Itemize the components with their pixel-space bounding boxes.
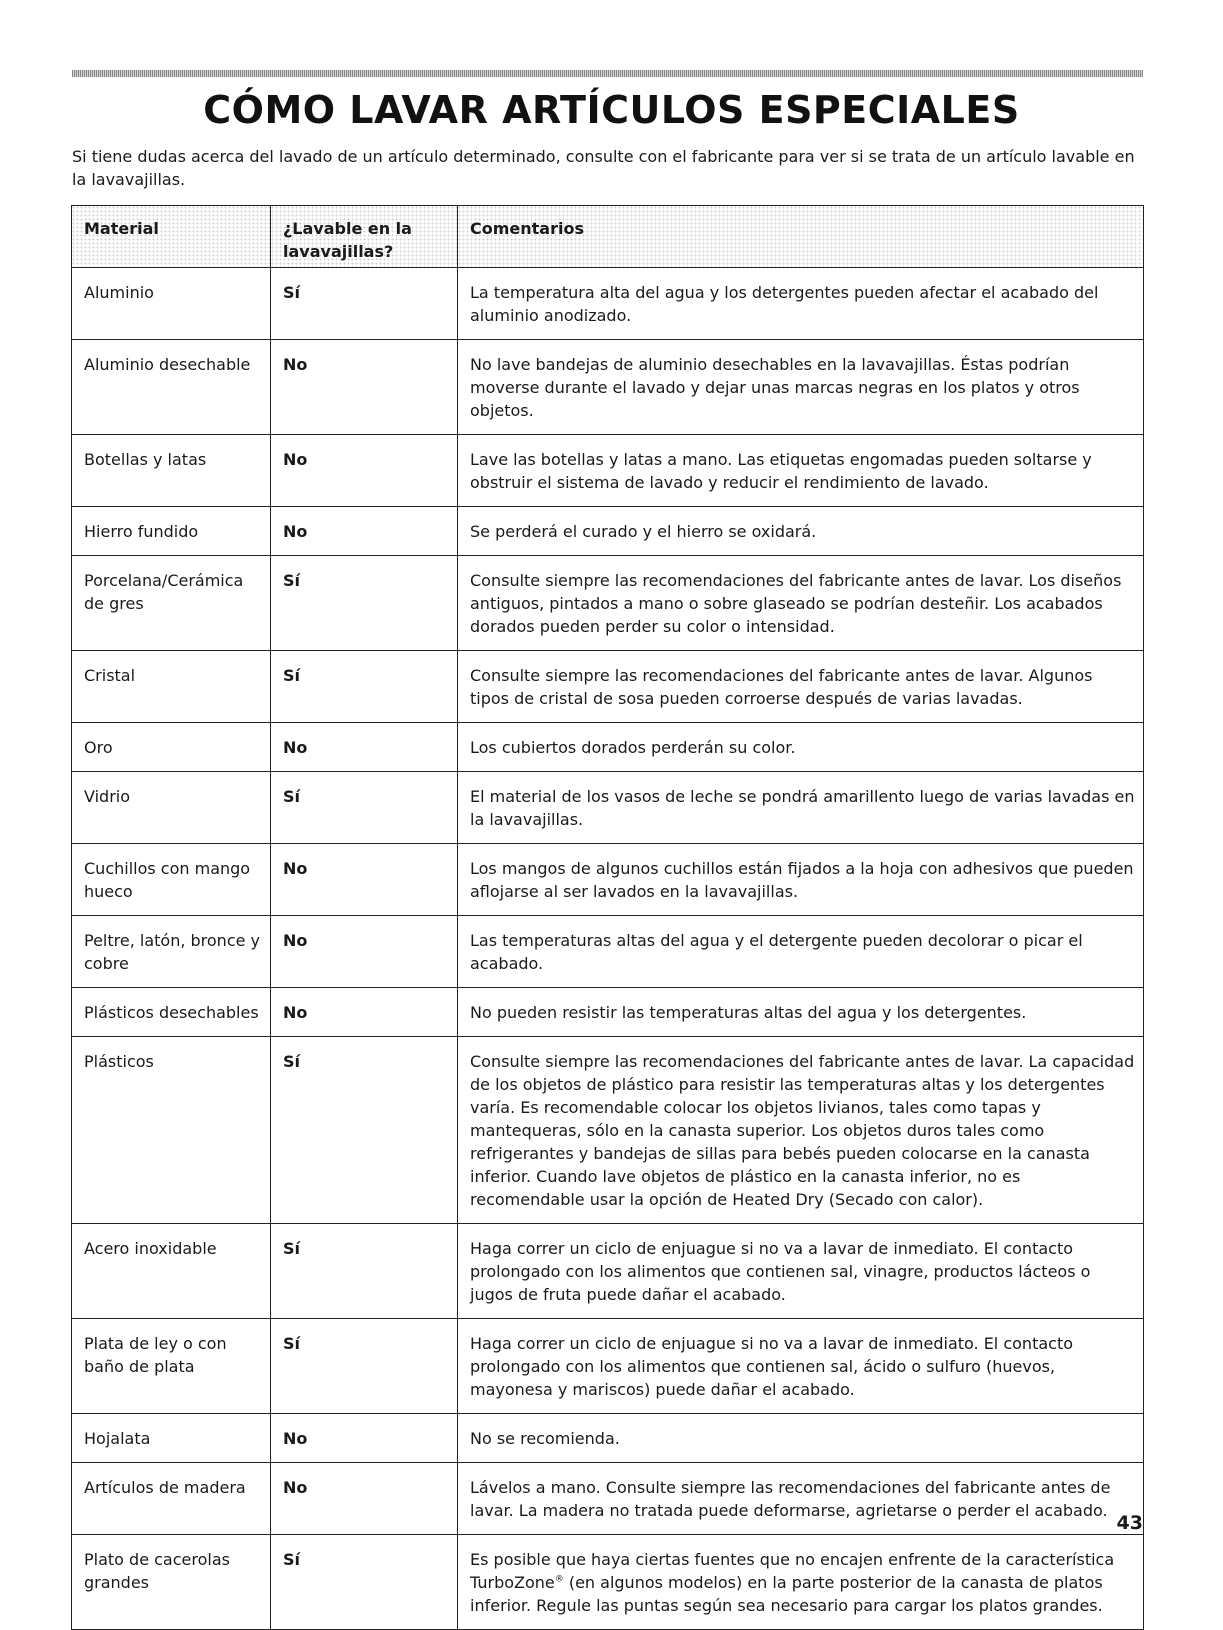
comment-cell: Los mangos de algunos cuchillos están fijados a la hoja con adhesivos que pueden aflojarse al ser lavados en la lavavajillas. — [458, 844, 1144, 916]
material-cell: Oro — [72, 723, 271, 772]
material-cell: Plato de cacerolas grandes — [72, 1535, 271, 1630]
top-rule — [72, 70, 1143, 77]
table-row — [72, 1414, 1144, 1463]
comment-cell: Haga correr un ciclo de enjuague si no va a lavar de inmediato. El contacto prolongado con los alimentos que contienen sal, vinagre, productos lácteos o jugos de fruta puede dañar el acabado. — [458, 1224, 1144, 1319]
material-cell: Hierro fundido — [72, 507, 271, 556]
material-cell: Acero inoxidable — [72, 1224, 271, 1319]
registered-mark: ® — [554, 1574, 564, 1585]
comment-cell: No se recomienda. — [458, 1414, 1144, 1463]
comment-text: Es posible que haya ciertas fuentes que no encajen enfrente de la característica TurboZone — [470, 1550, 1115, 1592]
material-cell: Botellas y latas — [72, 435, 271, 507]
material-cell: Aluminio desechable — [72, 340, 271, 435]
washable-cell: No — [271, 1414, 458, 1463]
table-row — [72, 556, 1144, 651]
comment-cell: No pueden resistir las temperaturas altas del agua y los detergentes. — [458, 988, 1144, 1037]
washable-cell: No — [271, 844, 458, 916]
comment-cell — [458, 1535, 1144, 1630]
table-row — [72, 268, 1144, 340]
material-cell: Vidrio — [72, 772, 271, 844]
washable-cell: No — [271, 1463, 458, 1535]
intro-paragraph: Si tiene dudas acerca del lavado de un artículo determinado, consulte con el fabricante para ver si se trata de un artículo lavable en la lavavajillas. — [72, 147, 1135, 189]
comment-cell: No lave bandejas de aluminio desechables en la lavavajillas. Éstas podrían moverse durante el lavado y dejar unas marcas negras en los platos y otros objetos. — [458, 340, 1144, 435]
washable-cell: No — [271, 723, 458, 772]
table-row — [72, 1463, 1144, 1535]
page-title: CÓMO LAVAR ARTÍCULOS ESPECIALES — [203, 88, 1020, 132]
comment-cell: Consulte siempre las recomendaciones del fabricante antes de lavar. La capacidad de los objetos de plástico para resistir las temperaturas altas y los detergentes varía. Es recomendable colocar los objetos livianos, tales como tapas y mantequeras, sólo en la canasta superior. Los objetos duros tales como refrigerantes y bandejas de sillas para bebés pueden colocarse en la canasta inferior. Cuando lave objetos de plástico en la canasta inferior, no es recomendable usar la opción de Heated Dry (Secado con calor). — [458, 1037, 1144, 1224]
material-cell: Peltre, latón, bronce y cobre — [72, 916, 271, 988]
comment-cell: Haga correr un ciclo de enjuague si no va a lavar de inmediato. El contacto prolongado con los alimentos que contienen sal, ácido o sulfuro (huevos, mayonesa y mariscos) puede dañar el acabado. — [458, 1319, 1144, 1414]
table-row — [72, 507, 1144, 556]
materials-table — [71, 205, 1144, 1630]
comment-cell: Lávelos a mano. Consulte siempre las recomendaciones del fabricante antes de lavar. La madera no tratada puede deformarse, agrietarse o perder el acabado. — [458, 1463, 1144, 1535]
washable-cell: Sí — [271, 651, 458, 723]
comment-cell: Las temperaturas altas del agua y el detergente pueden decolorar o picar el acabado. — [458, 916, 1144, 988]
page-number: 43 — [1116, 1512, 1143, 1534]
table-row — [72, 916, 1144, 988]
comment-cell: Se perderá el curado y el hierro se oxidará. — [458, 507, 1144, 556]
washable-cell: Sí — [271, 772, 458, 844]
table-row — [72, 1037, 1144, 1224]
material-cell: Plásticos desechables — [72, 988, 271, 1037]
washable-cell: Sí — [271, 1319, 458, 1414]
comment-cell: La temperatura alta del agua y los detergentes pueden afectar el acabado del aluminio anodizado. — [458, 268, 1144, 340]
comment-cell: Consulte siempre las recomendaciones del fabricante antes de lavar. Algunos tipos de cristal de sosa pueden corroerse después de varias lavadas. — [458, 651, 1144, 723]
table-row — [72, 340, 1144, 435]
table-row — [72, 988, 1144, 1037]
comment-cell: El material de los vasos de leche se pondrá amarillento luego de varias lavadas en la lavavajillas. — [458, 772, 1144, 844]
table-row — [72, 772, 1144, 844]
washable-cell: Sí — [271, 1535, 458, 1630]
washable-cell: Sí — [271, 1224, 458, 1319]
comment-text: (en algunos modelos) en la parte posterior de la canasta de platos inferior. Regule las puntas según sea necesario para cargar los platos grandes. — [470, 1573, 1103, 1615]
washable-cell: No — [271, 435, 458, 507]
washable-cell: Sí — [271, 556, 458, 651]
washable-cell: Sí — [271, 1037, 458, 1224]
comment-cell: Los cubiertos dorados perderán su color. — [458, 723, 1144, 772]
material-cell: Porcelana/Cerámica de gres — [72, 556, 271, 651]
table-header-row — [72, 206, 1144, 268]
washable-cell: No — [271, 916, 458, 988]
material-cell: Cristal — [72, 651, 271, 723]
table-row — [72, 723, 1144, 772]
material-cell: Plata de ley o con baño de plata — [72, 1319, 271, 1414]
header-material: Material — [72, 206, 271, 268]
material-cell: Artículos de madera — [72, 1463, 271, 1535]
table-row — [72, 1319, 1144, 1414]
washable-cell: No — [271, 507, 458, 556]
table-row — [72, 435, 1144, 507]
material-cell: Cuchillos con mango hueco — [72, 844, 271, 916]
comment-cell: Lave las botellas y latas a mano. Las etiquetas engomadas pueden soltarse y obstruir el sistema de lavado y reducir el rendimiento de lavado. — [458, 435, 1144, 507]
table-row — [72, 1535, 1144, 1630]
washable-cell: No — [271, 988, 458, 1037]
material-cell: Hojalata — [72, 1414, 271, 1463]
header-washable: ¿Lavable en la lavavajillas? — [271, 206, 458, 268]
table-row — [72, 1224, 1144, 1319]
washable-cell: No — [271, 340, 458, 435]
washable-cell: Sí — [271, 268, 458, 340]
table-row — [72, 844, 1144, 916]
material-cell: Plásticos — [72, 1037, 271, 1224]
comment-cell: Consulte siempre las recomendaciones del fabricante antes de lavar. Los diseños antiguos, pintados a mano o sobre glaseado se podrían desteñir. Los acabados dorados pueden perder su color o intensidad. — [458, 556, 1144, 651]
table-row — [72, 651, 1144, 723]
material-cell: Aluminio — [72, 268, 271, 340]
header-comments: Comentarios — [458, 206, 1144, 268]
